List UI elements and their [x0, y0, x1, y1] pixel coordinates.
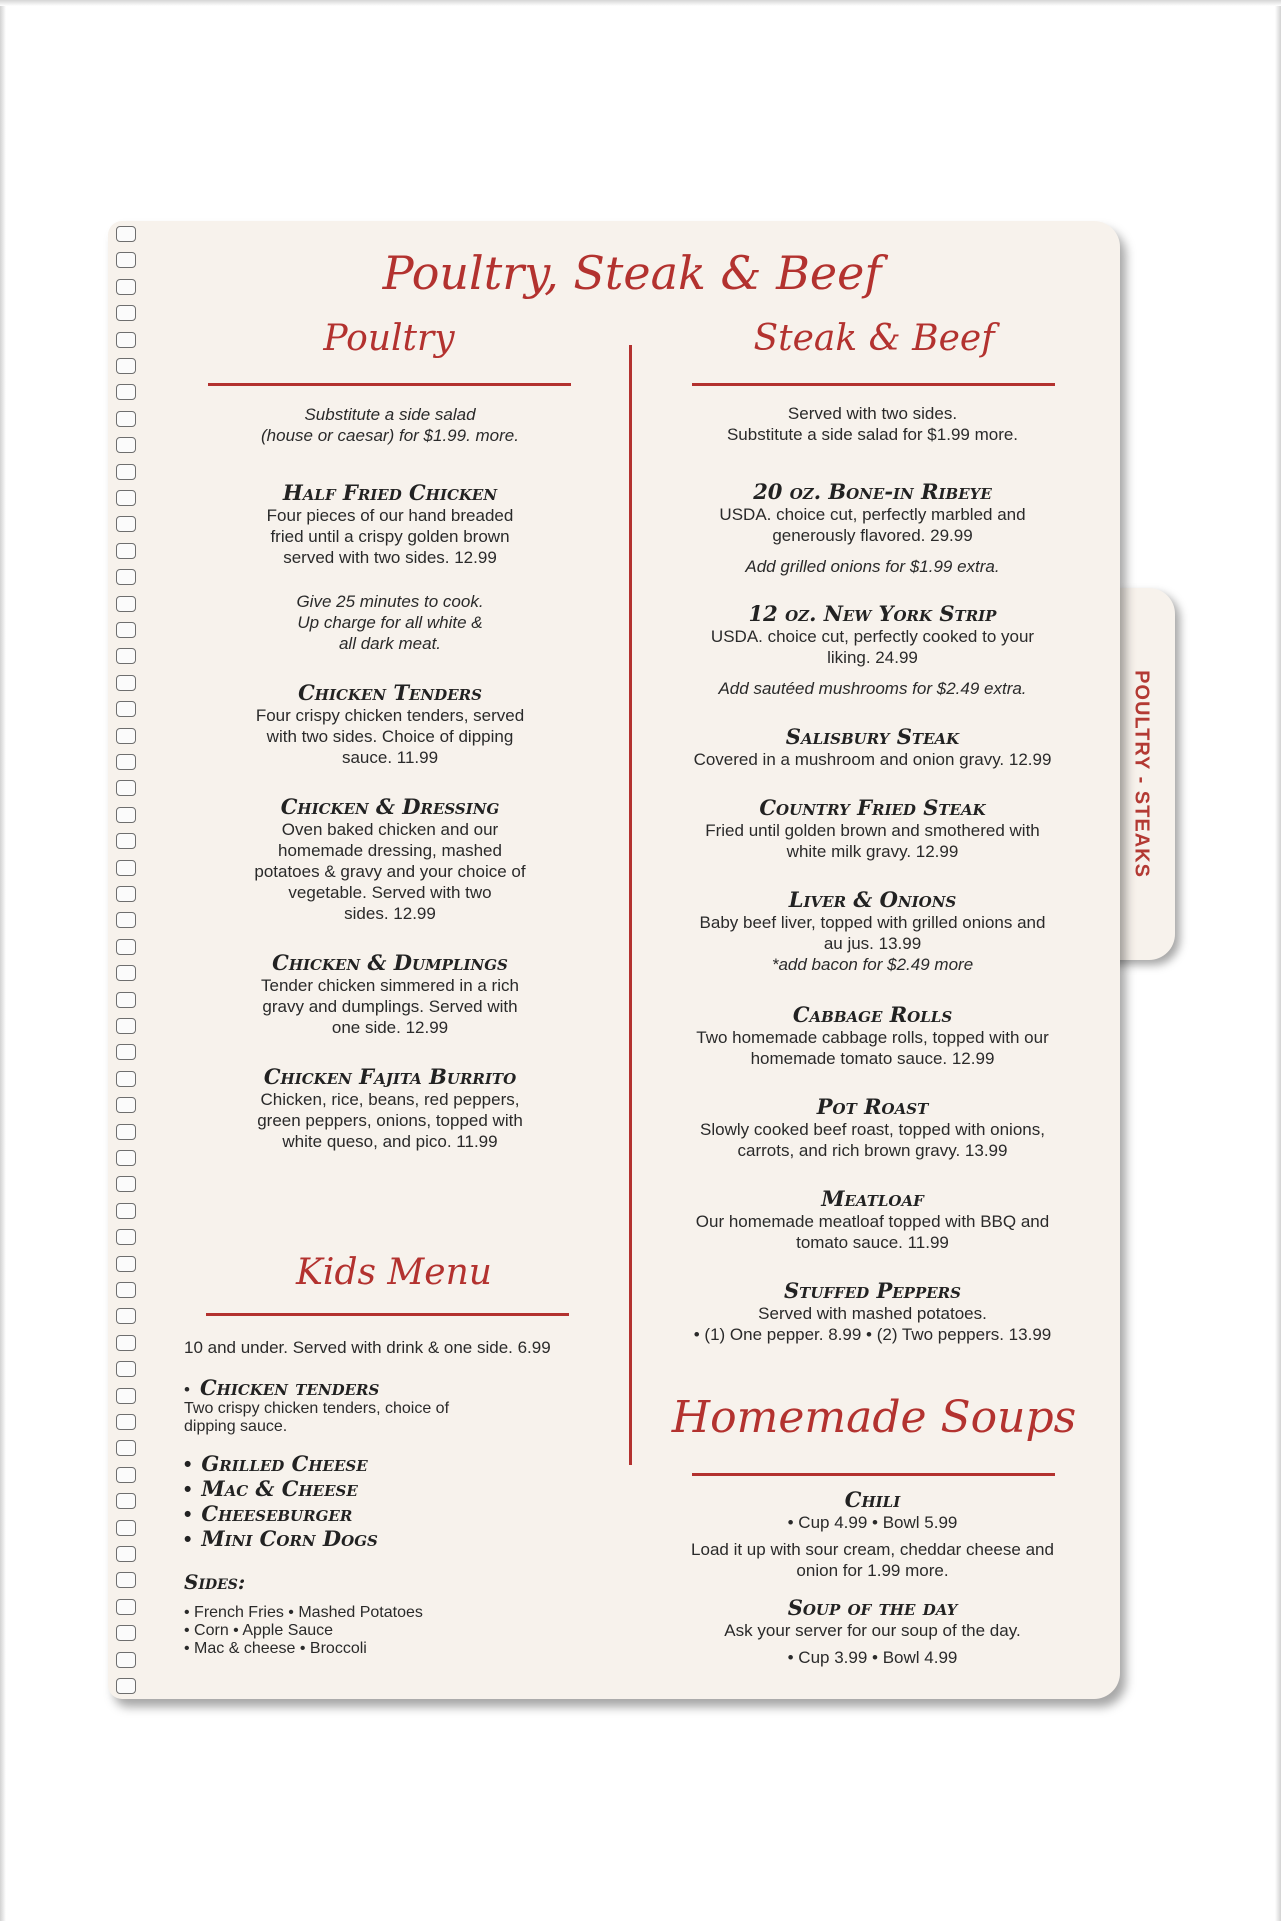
- binding-ring-icon: [116, 358, 136, 374]
- item-name: Stuffed Peppers: [784, 1278, 961, 1303]
- bullet-icon: •: [184, 1478, 192, 1501]
- item-name: Chicken Tenders: [298, 680, 482, 705]
- binding-ring-icon: [116, 437, 136, 453]
- soups-heading: Homemade Soups: [671, 1392, 1077, 1443]
- binding-ring-icon: [116, 332, 136, 348]
- item-name: Chicken Fajita Burrito: [263, 1064, 517, 1089]
- binding-ring-icon: [116, 279, 136, 295]
- poultry-note: Substitute a side salad (house or caesar) for $1.99. more.: [261, 405, 519, 445]
- kids-item: • Chicken tenders Two crispy chicken tenders, choice of dipping sauce.: [184, 1375, 450, 1435]
- binding-ring-icon: [116, 1625, 136, 1641]
- list-item: • Mini Corn Dogs: [184, 1526, 378, 1551]
- binding-ring-icon: [116, 569, 136, 585]
- item-name: Chicken & Dressing: [280, 794, 500, 819]
- binding-ring-icon: [116, 886, 136, 902]
- sides-heading: Sides:: [184, 1570, 246, 1594]
- item-name: Meatloaf: [821, 1186, 924, 1211]
- binding-ring-icon: [116, 1203, 136, 1219]
- item-name: Pot Roast: [816, 1094, 929, 1119]
- binding-ring-icon: [116, 1044, 136, 1060]
- item-name: Chili: [844, 1487, 901, 1512]
- column-divider: [629, 345, 632, 1465]
- binding-ring-icon: [116, 1229, 136, 1245]
- cook-time-note: Give 25 minutes to cook. Up charge for all white & all dark meat.: [296, 592, 484, 653]
- menu-item: Liver & Onions Baby beef liver, topped with grilled onions and au jus. 13.99 *add bacon for $2.49 more: [655, 888, 1090, 975]
- binding-ring-icon: [116, 490, 136, 506]
- binding-ring-icon: [116, 1388, 136, 1404]
- poultry-rule: [208, 383, 571, 386]
- binding-ring-icon: [116, 411, 136, 427]
- binding-ring-icon: [116, 912, 136, 928]
- binding-ring-icon: [116, 648, 136, 664]
- binding-ring-icon: [116, 305, 136, 321]
- steak-note: Served with two sides. Substitute a side salad for $1.99 more.: [726, 404, 1019, 444]
- binding-ring-icon: [116, 701, 136, 717]
- list-item: • Mac & Cheese: [184, 1476, 358, 1501]
- binding-ring-icon: [116, 860, 136, 876]
- binding-ring-icon: [116, 622, 136, 638]
- binding-ring-icon: [116, 596, 136, 612]
- item-name: Half Fried Chicken: [282, 480, 498, 505]
- binding-ring-icon: [116, 516, 136, 532]
- item-name: Chicken & Dumplings: [272, 950, 508, 975]
- binding-ring-icon: [116, 1414, 136, 1430]
- binding-ring-icon: [116, 1678, 136, 1694]
- menu-item: Stuffed Peppers Served with mashed potatoes. • (1) One pepper. 8.99 • (2) Two peppers. 13.99: [655, 1279, 1090, 1345]
- binding-ring-icon: [116, 965, 136, 981]
- binding-ring-icon: [116, 1308, 136, 1324]
- binding-ring-icon: [116, 807, 136, 823]
- binding-ring-icon: [116, 1176, 136, 1192]
- steak-beef-heading: Steak & Beef: [753, 318, 995, 359]
- menu-item: Chicken Fajita Burrito Chicken, rice, beans, red peppers, green peppers, onions, topped with white queso, and pico. 11.99: [190, 1065, 590, 1152]
- bullet-icon: •: [184, 1453, 192, 1476]
- binding-ring-icon: [116, 1546, 136, 1562]
- kids-menu-heading: Kids Menu: [296, 1252, 492, 1293]
- poultry-heading: Poultry: [323, 318, 455, 359]
- binding-ring-icon: [116, 1467, 136, 1483]
- page-title: Poultry, Steak & Beef: [382, 246, 882, 300]
- menu-item: Chicken & Dumplings Tender chicken simmered in a rich gravy and dumplings. Served with one side. 12.99: [190, 951, 590, 1038]
- binding-ring-icon: [116, 1256, 136, 1272]
- binding-ring-icon: [116, 1440, 136, 1456]
- binding-ring-icon: [116, 1493, 136, 1509]
- binding-ring-icon: [116, 384, 136, 400]
- binding-ring-icon: [116, 1361, 136, 1377]
- binding-ring-icon: [116, 1097, 136, 1113]
- item-name: Soup of the day: [787, 1595, 958, 1620]
- kids-items-list: [184, 1452, 378, 1552]
- binding-ring-icon: [116, 754, 136, 770]
- menu-item: Meatloaf Our homemade meatloaf topped with BBQ and tomato sauce. 11.99: [655, 1187, 1090, 1253]
- menu-item: Half Fried Chicken Four pieces of our hand breaded fried until a crispy golden brown served with two sides. 12.99: [190, 481, 590, 568]
- item-name: Salisbury Steak: [785, 724, 960, 749]
- binding-ring-icon: [116, 1150, 136, 1166]
- item-name: 12 oz. New York Strip: [748, 601, 997, 626]
- kids-menu-intro: 10 and under. Served with drink & one side. 6.99: [184, 1338, 551, 1357]
- menu-item: Pot Roast Slowly cooked beef roast, topped with onions, carrots, and rich brown gravy. 13.99: [655, 1095, 1090, 1161]
- binding-ring-icon: [116, 675, 136, 691]
- item-name: Cabbage Rolls: [792, 1002, 953, 1027]
- binding-ring-icon: [116, 833, 136, 849]
- binding-ring-icon: [116, 1071, 136, 1087]
- item-name: Country Fried Steak: [759, 795, 986, 820]
- menu-item: Salisbury Steak Covered in a mushroom and onion gravy. 12.99: [655, 725, 1090, 770]
- soups-rule: [692, 1473, 1055, 1476]
- menu-item: 12 oz. New York Strip USDA. choice cut, perfectly cooked to your liking. 24.99 Add sautéed mushrooms for $2.49 extra.: [655, 602, 1090, 699]
- kids-menu-rule: [206, 1313, 569, 1316]
- soup-note: Load it up with sour cream, cheddar cheese and onion for 1.99 more.: [691, 1540, 1054, 1580]
- binding-ring-icon: [116, 728, 136, 744]
- bullet-icon: •: [184, 1503, 192, 1526]
- page-edge-right: [1275, 0, 1281, 1921]
- binding-ring-icon: [116, 1652, 136, 1668]
- binding-ring-icon: [116, 939, 136, 955]
- menu-item: 20 oz. Bone-in Ribeye USDA. choice cut, perfectly marbled and generously flavored. 29.99 Add grilled onions for $1.99 extra.: [655, 480, 1090, 577]
- binding-ring-icon: [116, 1018, 136, 1034]
- binding-ring-icon: [116, 464, 136, 480]
- menu-item: Cabbage Rolls Two homemade cabbage rolls, topped with our homemade tomato sauce. 12.99: [655, 1003, 1090, 1069]
- sides-list: • French Fries • Mashed Potatoes • Corn • Apple Sauce • Mac & cheese • Broccoli: [184, 1604, 423, 1657]
- menu-item: Chicken Tenders Four crispy chicken tenders, served with two sides. Choice of dipping sauce. 11.99: [190, 681, 590, 768]
- binding-ring-icon: [116, 226, 136, 242]
- list-item: • Grilled Cheese: [184, 1451, 368, 1476]
- page-edge-top: [0, 0, 1281, 6]
- menu-item: Chicken & Dressing Oven baked chicken and our homemade dressing, mashed potatoes & gravy and your choice of vegetable. Served with two sides. 12.99: [190, 795, 590, 924]
- steak-beef-rule: [692, 383, 1055, 386]
- binding-ring-icon: [116, 1282, 136, 1298]
- bullet-icon: •: [184, 1380, 190, 1399]
- item-name: 20 oz. Bone-in Ribeye: [753, 479, 992, 504]
- binding-ring-icon: [116, 992, 136, 1008]
- binding-ring-icon: [116, 1520, 136, 1536]
- menu-item: Chili • Cup 4.99 • Bowl 5.99: [655, 1488, 1090, 1533]
- section-tab-label: POULTRY - STEAKS: [1130, 670, 1153, 878]
- menu-item: Country Fried Steak Fried until golden brown and smothered with white milk gravy. 12.99: [655, 796, 1090, 862]
- binding-ring-icon: [116, 543, 136, 559]
- menu-item: Soup of the day Ask your server for our soup of the day.: [655, 1596, 1090, 1641]
- spiral-binding: [116, 224, 138, 1699]
- soup-price: • Cup 3.99 • Bowl 4.99: [787, 1648, 958, 1667]
- binding-ring-icon: [116, 780, 136, 796]
- binding-ring-icon: [116, 1599, 136, 1615]
- page-edge-left: [0, 0, 6, 1921]
- binding-ring-icon: [116, 1124, 136, 1140]
- binding-ring-icon: [116, 1335, 136, 1351]
- item-name: Liver & Onions: [788, 887, 957, 912]
- binding-ring-icon: [116, 252, 136, 268]
- bullet-icon: •: [184, 1528, 192, 1551]
- binding-ring-icon: [116, 1572, 136, 1588]
- list-item: • Cheeseburger: [184, 1501, 353, 1526]
